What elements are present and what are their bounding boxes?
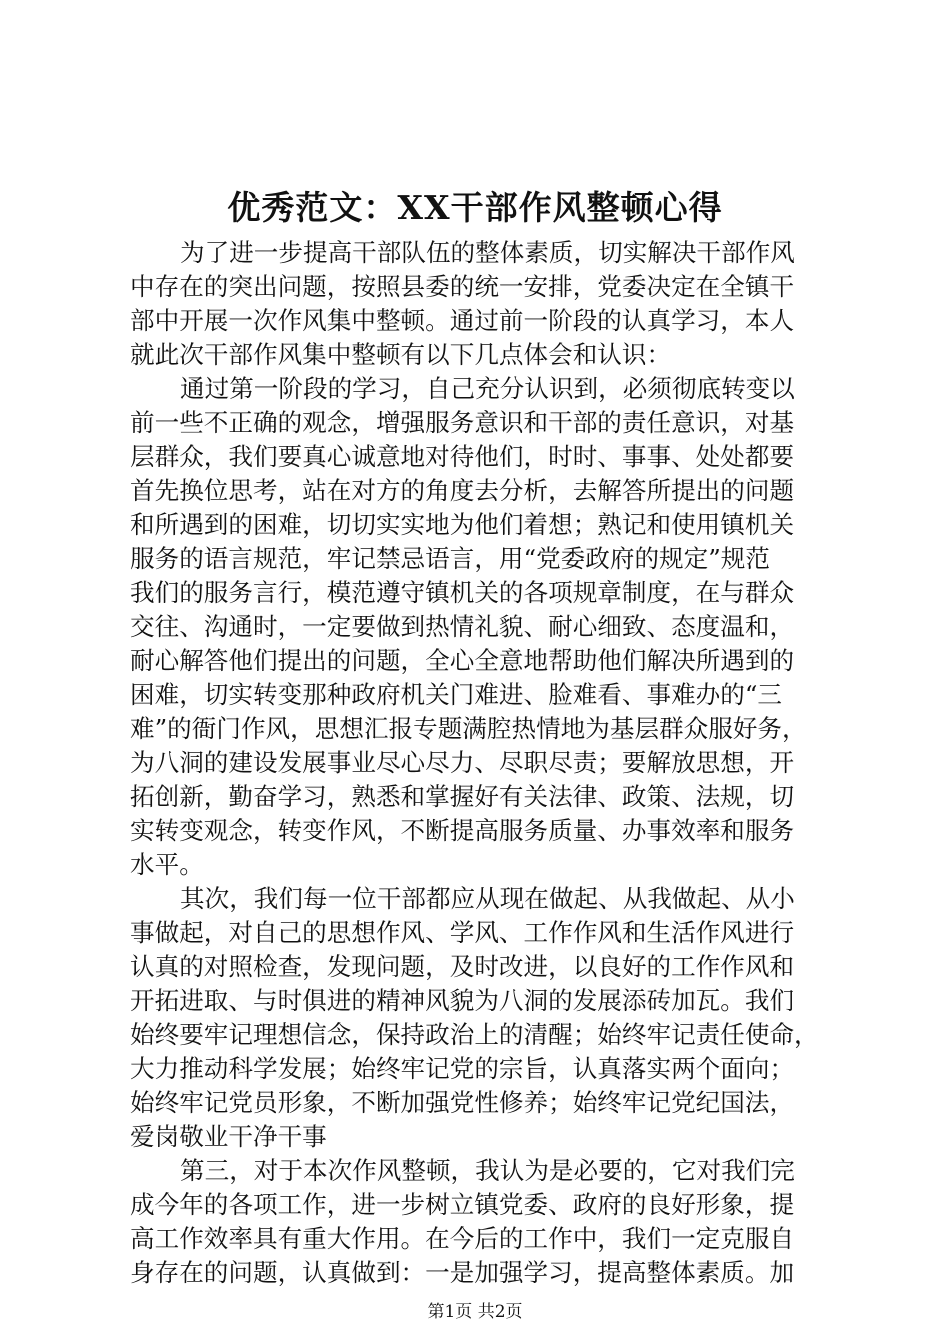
paragraph-line: 部中开展一次作风集中整顿。通过前一阶段的认真学习，本人 <box>130 306 795 335</box>
paragraph-line: 始终牢记党员形象，不断加强党性修养；始终牢记党纪国法， <box>130 1088 795 1117</box>
document-title: 优秀范文：XX干部作风整顿心得 <box>227 188 723 227</box>
paragraph-line: 和所遇到的困难，切切实实地为他们着想；熟记和使用镇机关 <box>130 510 795 539</box>
page-number-footer: 第1页 共2页 <box>427 1302 523 1322</box>
paragraph-line: 高工作效率具有重大作用。在今后的工作中，我们一定克服自 <box>130 1224 795 1253</box>
paragraph-line: 大力推动科学发展；始终牢记党的宗旨，认真落实两个面向； <box>130 1054 795 1083</box>
paragraph-line: 身存在的问题，认真做到：一是加强学习，提高整体素质。加 <box>130 1258 795 1287</box>
paragraph-line: 始终要牢记理想信念，保持政治上的清醒；始终牢记责任使命， <box>130 1020 819 1049</box>
paragraph-line: 事做起，对自己的思想作风、学风、工作作风和生活作风进行 <box>130 918 795 947</box>
paragraph-line: 拓创新，勤奋学习，熟悉和掌握好有关法律、政策、法规，切 <box>130 782 795 811</box>
paragraph-line: 我们的服务言行，模范遵守镇机关的各项规章制度，在与群众 <box>130 578 795 607</box>
paragraph-line: 通过第一阶段的学习，自己充分认识到，必须彻底转变以 <box>180 374 795 403</box>
paragraph-line: 为了进一步提高干部队伍的整体素质，切实解决干部作风 <box>180 238 795 267</box>
paragraph-line: 实转变观念，转变作风，不断提高服务质量、办事效率和服务 <box>130 816 795 845</box>
paragraph-line: 认真的对照检查，发现问题，及时改进，以良好的工作作风和 <box>130 952 795 981</box>
paragraph-line: 耐心解答他们提出的问题，全心全意地帮助他们解决所遇到的 <box>130 646 795 675</box>
paragraph-line: 困难，切实转变那种政府机关门难进、脸难看、事难办的“三 <box>130 680 783 709</box>
paragraph-line: 水平。 <box>130 850 204 879</box>
paragraph-line: 其次，我们每一位干部都应从现在做起、从我做起、从小 <box>180 884 795 913</box>
paragraph-line: 爱岗敬业干净干事 <box>130 1122 327 1151</box>
paragraph-line: 层群众，我们要真心诚意地对待他们，时时、事事、处处都要 <box>130 442 795 471</box>
paragraph-line: 就此次干部作风集中整顿有以下几点体会和认识： <box>130 340 672 369</box>
paragraph-line: 服务的语言规范，牢记禁忌语言，用“党委政府的规定”规范 <box>130 544 770 573</box>
paragraph-line: 第三，对于本次作风整顿，我认为是必要的，它对我们完 <box>180 1156 795 1185</box>
paragraph-line: 前一些不正确的观念，增强服务意识和干部的责任意识，对基 <box>130 408 795 437</box>
paragraph-line: 难”的衙门作风，思想汇报专题满腔热情地为基层群众服好务， <box>130 714 807 743</box>
paragraph-line: 首先换位思考，站在对方的角度去分析，去解答所提出的问题 <box>130 476 795 505</box>
paragraph-line: 成今年的各项工作，进一步树立镇党委、政府的良好形象，提 <box>130 1190 795 1219</box>
paragraph-line: 开拓进取、与时俱进的精神风貌为八洞的发展添砖加瓦。我们 <box>130 986 795 1015</box>
paragraph-line: 为八洞的建设发展事业尽心尽力、尽职尽责；要解放思想，开 <box>130 748 795 777</box>
paragraph-line: 交往、沟通时，一定要做到热情礼貌、耐心细致、态度温和， <box>130 612 795 641</box>
paragraph-line: 中存在的突出问题，按照县委的统一安排，党委决定在全镇干 <box>130 272 795 301</box>
